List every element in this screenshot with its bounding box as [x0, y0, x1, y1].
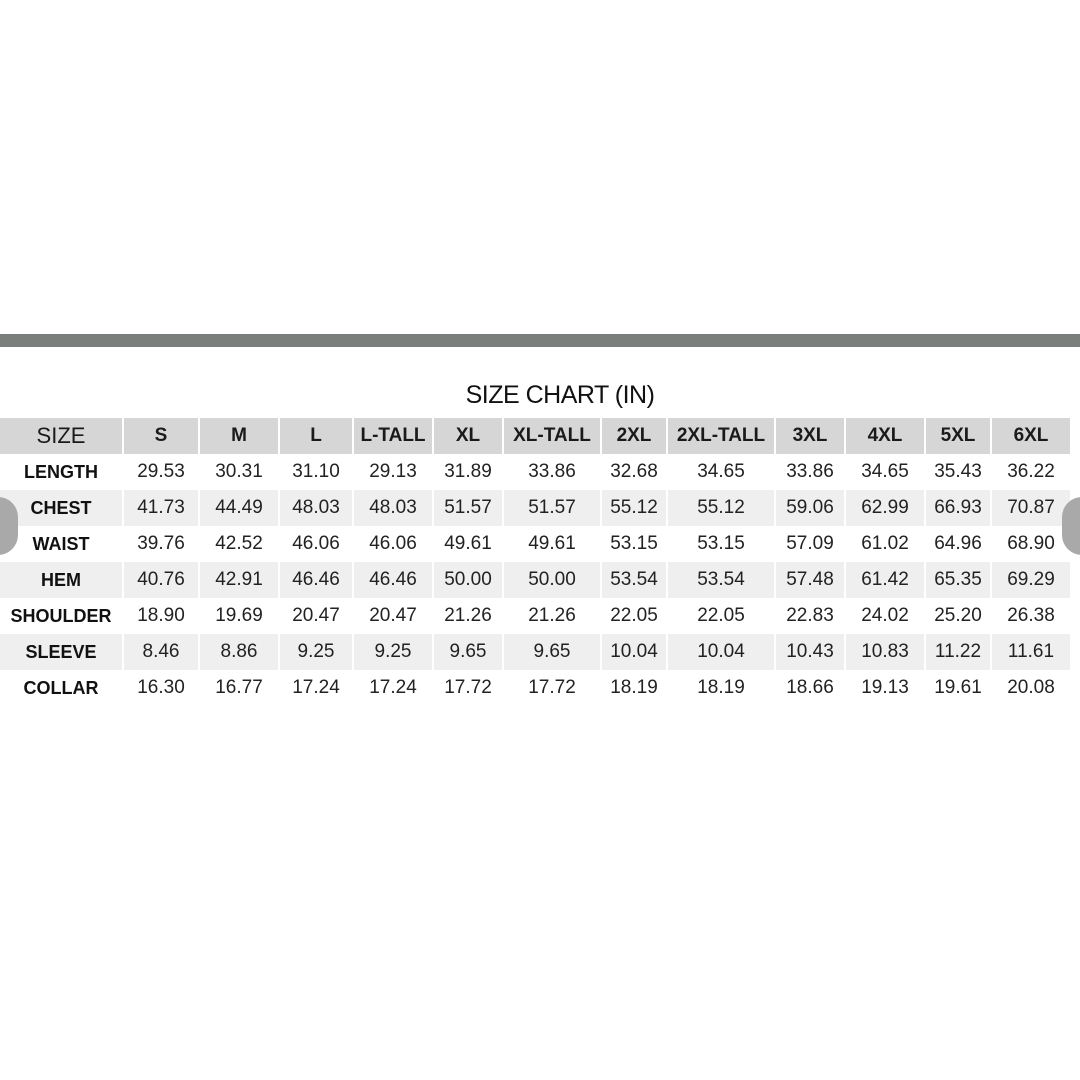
table-row [0, 490, 1080, 526]
table-cell: 46.46 [280, 562, 352, 598]
table-cell: 69.29 [992, 562, 1070, 598]
row-label: SHOULDER [10, 605, 112, 626]
header-cell: S [124, 418, 198, 454]
table-row [0, 670, 1080, 706]
table-cell: 17.24 [369, 677, 417, 698]
table-cell: 31.89 [444, 461, 492, 482]
row-label: COLLAR [23, 677, 99, 698]
table-cell: 68.90 [1007, 533, 1055, 554]
table-cell: 9.65 [434, 634, 502, 670]
table-cell: 65.35 [926, 562, 990, 598]
header-cell: 4XL [846, 418, 924, 454]
header-cell: 2XL-TALL [668, 418, 774, 454]
table-cell: 20.47 [369, 605, 417, 626]
table-row [0, 562, 1080, 598]
table-cell: 29.53 [137, 461, 185, 482]
table-cell: 66.93 [926, 490, 990, 526]
chevron-right-icon[interactable] [1062, 497, 1080, 555]
table-cell: 41.73 [124, 490, 198, 526]
header-cell: M [200, 418, 278, 454]
header-cell: 6XL [992, 418, 1070, 454]
table-cell: 48.03 [354, 490, 432, 526]
table-cell: 19.69 [215, 605, 263, 626]
table-cell: 34.65 [697, 461, 745, 482]
table-cell: 10.83 [846, 634, 924, 670]
table-cell: 20.08 [1007, 677, 1055, 698]
row-label: HEM [0, 562, 122, 598]
table-cell: 51.57 [434, 490, 502, 526]
table-cell: 64.96 [934, 533, 982, 554]
table-cell: 31.10 [292, 461, 340, 482]
table-cell: 11.61 [992, 634, 1070, 670]
table-cell: 35.43 [934, 461, 982, 482]
table-cell: 21.26 [528, 605, 576, 626]
header-row [0, 418, 1080, 454]
table-cell: 53.54 [668, 562, 774, 598]
table-cell: 22.05 [697, 605, 745, 626]
table-cell: 49.61 [528, 533, 576, 554]
table-cell: 20.47 [292, 605, 340, 626]
table-cell: 18.66 [786, 677, 834, 698]
table-cell: 18.19 [610, 677, 658, 698]
table-cell: 17.72 [444, 677, 492, 698]
table-cell: 8.46 [124, 634, 198, 670]
table-cell: 10.04 [668, 634, 774, 670]
table-cell: 21.26 [444, 605, 492, 626]
table-cell: 39.76 [137, 533, 185, 554]
header-cell: XL [434, 418, 502, 454]
table-cell: 53.15 [697, 533, 745, 554]
table-cell: 30.31 [215, 461, 263, 482]
table-cell: 55.12 [602, 490, 666, 526]
size-table [0, 418, 1080, 706]
row-label: WAIST [32, 533, 90, 554]
table-cell: 51.57 [504, 490, 600, 526]
table-cell: 22.83 [786, 605, 834, 626]
table-cell: 9.65 [504, 634, 600, 670]
table-cell: 57.09 [786, 533, 834, 554]
table-cell: 26.38 [1007, 605, 1055, 626]
table-cell: 16.77 [215, 677, 263, 698]
row-label: SLEEVE [0, 634, 122, 670]
table-cell: 49.61 [444, 533, 492, 554]
header-cell: 2XL [602, 418, 666, 454]
top-divider-bar [0, 334, 1080, 347]
header-cell: L [280, 418, 352, 454]
table-cell: 29.13 [369, 461, 417, 482]
table-cell: 34.65 [861, 461, 909, 482]
header-cell: 5XL [926, 418, 990, 454]
table-cell: 16.30 [137, 677, 185, 698]
header-cell: SIZE [0, 418, 122, 454]
table-cell: 9.25 [354, 634, 432, 670]
table-cell: 48.03 [280, 490, 352, 526]
table-cell: 42.52 [215, 533, 263, 554]
header-cell: XL-TALL [504, 418, 600, 454]
table-cell: 9.25 [280, 634, 352, 670]
table-cell: 53.54 [602, 562, 666, 598]
table-cell: 32.68 [610, 461, 658, 482]
table-cell: 33.86 [528, 461, 576, 482]
table-cell: 22.05 [610, 605, 658, 626]
table-cell: 10.43 [776, 634, 844, 670]
table-cell: 8.86 [200, 634, 278, 670]
table-cell: 59.06 [776, 490, 844, 526]
table-cell: 36.22 [1007, 461, 1055, 482]
table-cell: 57.48 [776, 562, 844, 598]
table-row [0, 454, 1080, 490]
header-cell: 3XL [776, 418, 844, 454]
table-cell: 11.22 [926, 634, 990, 670]
header-cell: L-TALL [354, 418, 432, 454]
table-cell: 61.02 [861, 533, 909, 554]
table-cell: 50.00 [434, 562, 502, 598]
table-cell: 19.61 [934, 677, 982, 698]
table-cell: 42.91 [200, 562, 278, 598]
table-cell: 18.19 [697, 677, 745, 698]
table-cell: 40.76 [124, 562, 198, 598]
table-cell: 44.49 [200, 490, 278, 526]
row-label: CHEST [0, 490, 122, 526]
table-cell: 17.72 [528, 677, 576, 698]
table-cell: 24.02 [861, 605, 909, 626]
table-cell: 46.46 [354, 562, 432, 598]
row-label: LENGTH [24, 461, 98, 482]
table-cell: 33.86 [786, 461, 834, 482]
table-cell: 18.90 [137, 605, 185, 626]
table-row [0, 598, 1080, 634]
chart-title: SIZE CHART (IN) [465, 381, 655, 409]
table-cell: 70.87 [992, 490, 1070, 526]
table-row [0, 634, 1080, 670]
table-cell: 46.06 [369, 533, 417, 554]
table-cell: 17.24 [292, 677, 340, 698]
table-cell: 62.99 [846, 490, 924, 526]
table-cell: 61.42 [846, 562, 924, 598]
table-row [0, 526, 1080, 562]
table-cell: 53.15 [610, 533, 658, 554]
table-cell: 46.06 [292, 533, 340, 554]
table-cell: 25.20 [934, 605, 982, 626]
table-cell: 50.00 [504, 562, 600, 598]
table-cell: 55.12 [668, 490, 774, 526]
table-cell: 19.13 [861, 677, 909, 698]
table-cell: 10.04 [602, 634, 666, 670]
